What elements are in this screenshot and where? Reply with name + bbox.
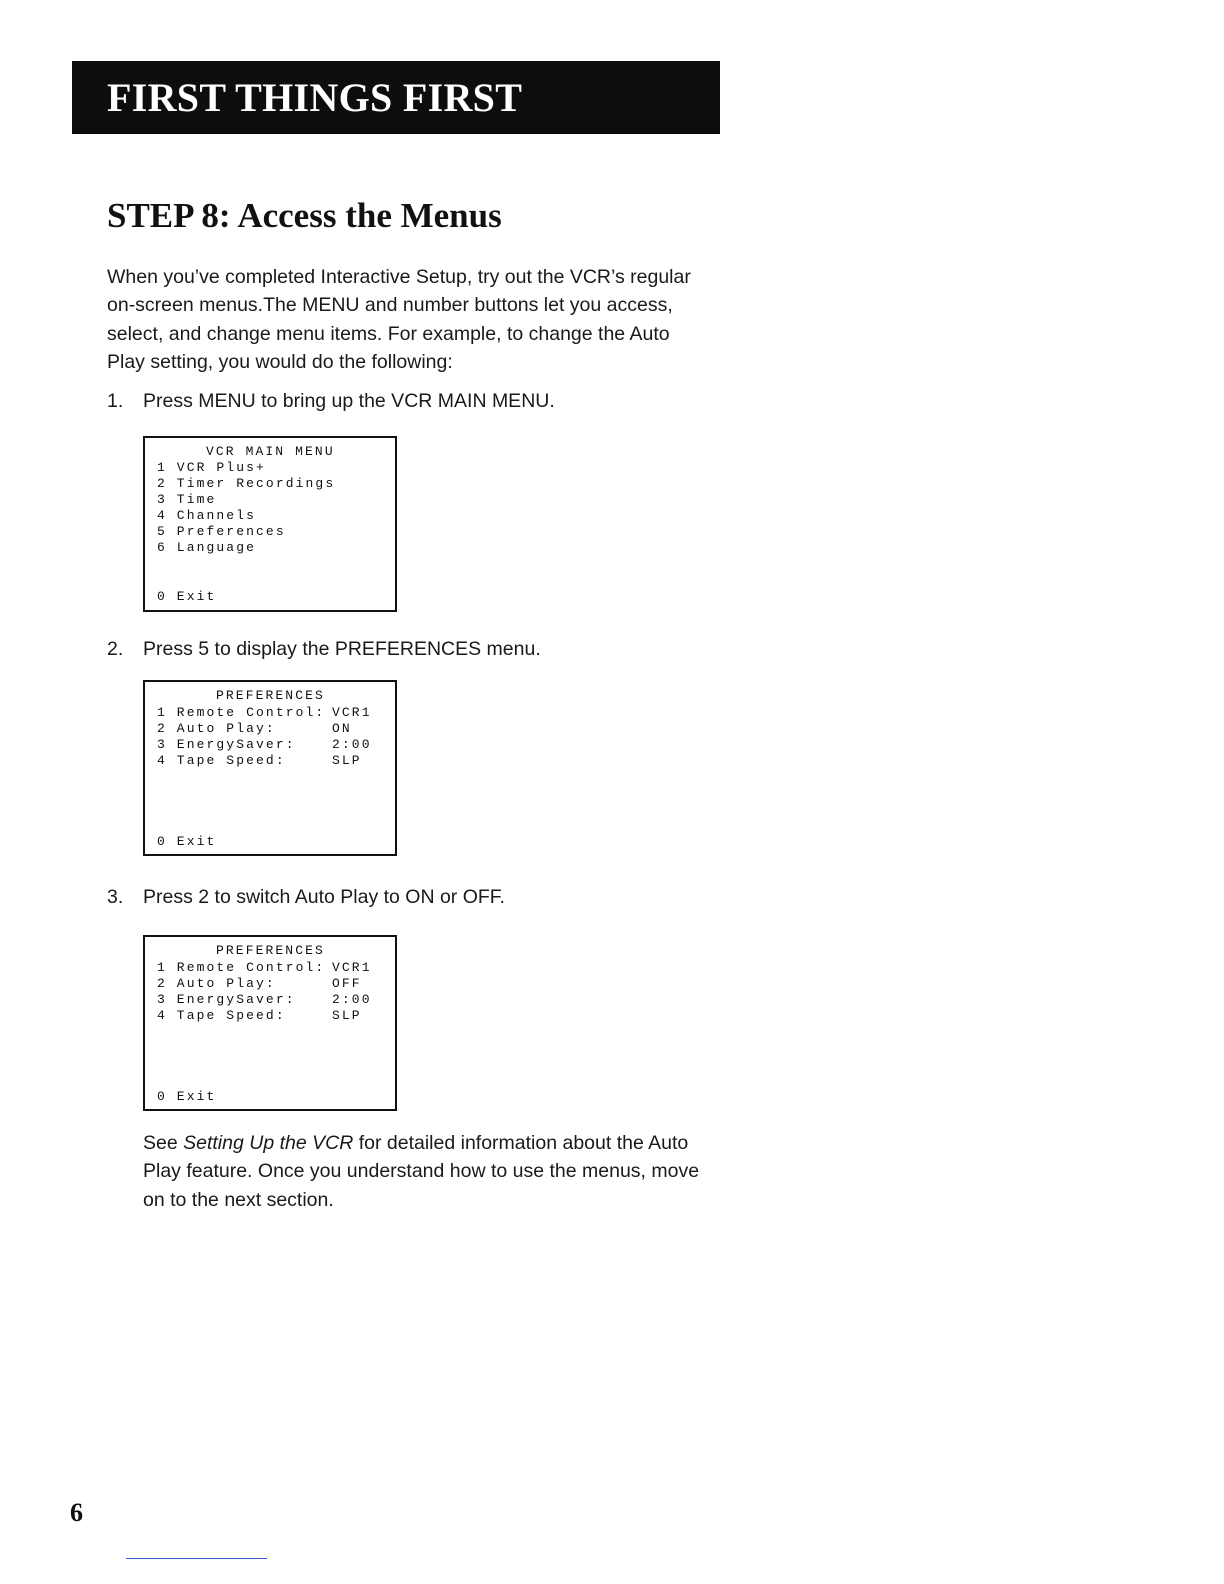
cross-reference: Setting Up the VCR — [183, 1132, 354, 1154]
menu-item: 3 EnergySaver: — [157, 992, 296, 1007]
page-number: 6 — [70, 1498, 83, 1527]
menu-item-value: ON — [332, 721, 352, 736]
step-number: 3. — [107, 886, 124, 908]
menu-item-value: 2:00 — [332, 737, 372, 752]
vcr-main-menu-screen — [143, 436, 397, 612]
menu-item: 1 Remote Control: — [157, 705, 326, 720]
section-banner — [72, 61, 720, 134]
menu-item: 4 Tape Speed: — [157, 753, 286, 768]
menu-item-value: 2:00 — [332, 992, 372, 1007]
menu-item-value: VCR1 — [332, 960, 372, 975]
step-text: Press 5 to display the PREFERENCES menu. — [143, 638, 541, 660]
menu-exit: 0 Exit — [157, 589, 217, 604]
menu-exit: 0 Exit — [157, 1089, 217, 1104]
step-text: Press 2 to switch Auto Play to ON or OFF. — [143, 886, 505, 908]
menu-exit: 0 Exit — [157, 834, 217, 849]
menu-item: 2 Auto Play: — [157, 976, 276, 991]
screen-title: PREFERENCES — [216, 943, 325, 958]
closing-text-end: for detailed information about the Auto Play feature. Once you understand how to use the menus, move on to the next section. — [143, 1132, 700, 1211]
menu-item-value: OFF — [332, 976, 362, 991]
menu-item: 3 Time — [157, 492, 217, 507]
step-number: 2. — [107, 638, 124, 660]
menu-item-value: SLP — [332, 753, 362, 768]
menu-item: 6 Language — [157, 540, 257, 555]
footer-divider — [126, 1558, 267, 1559]
menu-item: 5 Preferences — [157, 524, 286, 539]
preferences-menu-screen — [143, 680, 397, 856]
step-number: 1. — [107, 390, 124, 412]
menu-item: 3 EnergySaver: — [157, 737, 296, 752]
menu-item-value: SLP — [332, 1008, 362, 1023]
step-heading: STEP 8: Access the Menus — [107, 196, 502, 235]
menu-item: 1 VCR Plus+ — [157, 460, 266, 475]
preferences-menu-screen-updated — [143, 935, 397, 1111]
closing-text-start: See — [143, 1132, 184, 1154]
intro-paragraph: When you’ve completed Interactive Setup, try out the VCR’s regular on-screen menus.The MENU and number buttons let you access, select, and change menu items. For example, to change the Auto Play setting, you would do the following: — [107, 266, 691, 373]
screen-title: PREFERENCES — [216, 688, 325, 703]
menu-item: 2 Timer Recordings — [157, 476, 336, 491]
menu-item-value: VCR1 — [332, 705, 372, 720]
section-title: FIRST THINGS FIRST — [107, 75, 523, 120]
closing-paragraph — [143, 1129, 713, 1214]
screen-title: VCR MAIN MENU — [206, 444, 335, 459]
step-text: Press MENU to bring up the VCR MAIN MENU. — [143, 390, 555, 412]
menu-item: 4 Channels — [157, 508, 257, 523]
menu-item: 1 Remote Control: — [157, 960, 326, 975]
menu-item: 2 Auto Play: — [157, 721, 276, 736]
menu-item: 4 Tape Speed: — [157, 1008, 286, 1023]
